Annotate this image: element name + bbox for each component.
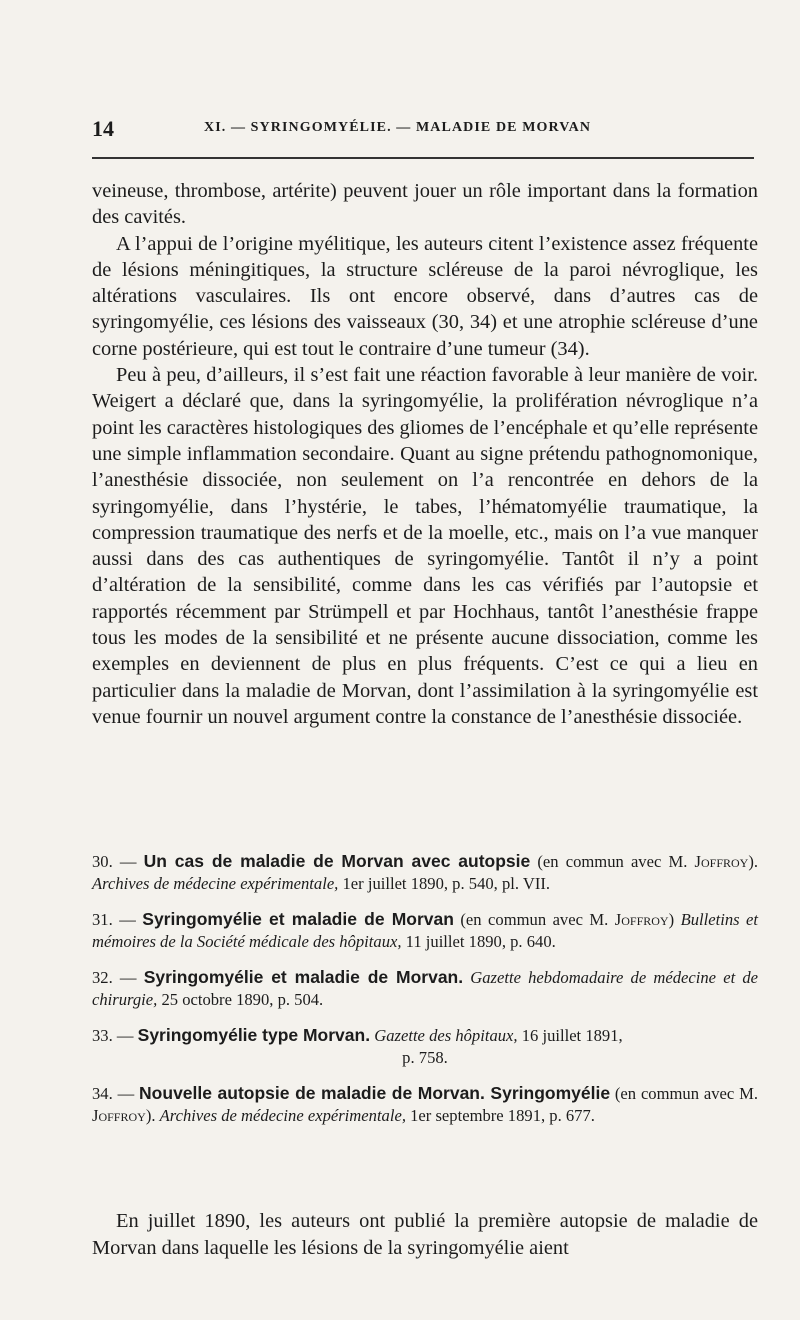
reference-item — [92, 908, 758, 953]
reference-text: ). — [145, 1106, 160, 1125]
reference-item — [92, 966, 758, 1011]
reference-author: Joffroy — [694, 852, 749, 871]
reference-text: ) — [668, 910, 681, 929]
page-header — [92, 116, 752, 144]
reference-text: ). — [748, 852, 759, 871]
reference-text: (en commun avec M. — [453, 910, 615, 929]
reference-text: (en commun avec M. — [530, 852, 695, 871]
reference-details: 1er septembre 1891, p. 677. — [405, 1106, 595, 1125]
reference-list — [92, 850, 758, 1140]
header-rule — [92, 157, 754, 159]
paragraph: veineuse, thrombose, artérite) peuvent jouer un rôle important dans la formation des cavités. — [92, 180, 758, 229]
reference-details: 25 octobre 1890, p. 504. — [157, 990, 324, 1009]
reference-title: Syringomyélie et maladie de Morvan. — [143, 967, 464, 987]
paragraph: En juillet 1890, les auteurs ont publié la première autopsie de maladie de Morvan dans laquelle les lésions de la syringomyélie aient — [92, 1210, 758, 1259]
reference-item — [92, 1024, 758, 1069]
reference-journal: Gazette hebdomadaire de médecine et de chirurgie, — [92, 968, 759, 1009]
running-head: XI. — SYRINGOMYÉLIE. — MALADIE DE MORVAN — [204, 120, 592, 135]
paragraph: Peu à peu, d’ailleurs, il s’est fait une réaction favorable à leur manière de voir. Weigert a déclaré que, dans la syringomyélie, la prolifération névroglique n’a point les caractères histologiques des gliomes de l’encéphale et qu’elle représente une simple inflammation secondaire. Quant au signe prétendu pathognomonique, l’anesthésie dissociée, non seulement on l’a rencontrée en dehors de la syringomyélie, dans l’hystérie, le tabes, l’hématomyélie traumatique, la compression traumatique des nerfs et de la moelle, etc., mais on l’a vue manquer aussi dans des cas authentiques de syringomyélie. Tantôt il n’y a point d’altération de la sensibilité, comme dans les cas vérifiés par l’autopsie et rapportés récemment par Strümpell et par Hochhaus, tantôt l’anesthésie frappe tous les modes de la sensibilité et ne présente aucune dissociation, comme les exemples en deviennent de plus en plus fréquents. C’est ce qui a lieu en particulier dans la maladie de Morvan, dont l’assimilation à la syringomyélie est venue fournir un nouvel argument contre la constance de l’anesthésie dissociée. — [92, 364, 758, 728]
reference-details: 16 juillet 1891, — [517, 1026, 623, 1045]
reference-number: 32. — — [92, 968, 137, 987]
reference-author: Joffroy — [614, 910, 669, 929]
reference-number: 30. — — [92, 852, 137, 871]
reference-author: Joffroy — [92, 1106, 146, 1125]
reference-title: Un cas de maladie de Morvan avec autopsie — [143, 851, 531, 871]
main-text — [92, 178, 758, 730]
paragraph: A l’appui de l’origine myélitique, les auteurs citent l’existence assez fréquente de lésions méningitiques, la structure scléreuse de la paroi névroglique, les altérations vasculaires. Ils ont encore observé, dans d’autres cas de syringomyélie, ces lésions des vaisseaux (30, 34) et une atrophie scléreuse d’une corne postérieure, qui est tout le contraire d’une tumeur (34). — [92, 232, 758, 360]
reference-details-continued: p. 758. — [402, 1048, 448, 1067]
reference-title: Syringomyélie type Morvan. — [137, 1025, 371, 1045]
reference-journal: Archives de médecine expérimentale, — [159, 1106, 406, 1125]
reference-journal: Archives de médecine expérimentale, — [92, 874, 339, 893]
reference-number: 34. — — [92, 1084, 135, 1103]
page-number: 14 — [92, 116, 114, 141]
reference-details: 11 juillet 1890, p. 640. — [401, 932, 556, 951]
reference-text: (en commun avec M. — [610, 1084, 759, 1103]
reference-title: Syringomyélie et maladie de Morvan — [142, 909, 454, 929]
reference-journal: Bulletins et mémoires de la Société médicale des hôpitaux, — [92, 910, 759, 951]
reference-item — [92, 850, 758, 895]
reference-number: 31. — — [92, 910, 136, 929]
reference-number: 33. — — [92, 1026, 134, 1045]
reference-item — [92, 1082, 758, 1127]
reference-details: 1er juillet 1890, p. 540, pl. VII. — [338, 874, 551, 893]
reference-journal: Gazette des hôpitaux, — [374, 1026, 518, 1045]
reference-title: Nouvelle autopsie de maladie de Morvan. Syringomyélie — [139, 1083, 611, 1103]
closing-text — [92, 1208, 758, 1262]
